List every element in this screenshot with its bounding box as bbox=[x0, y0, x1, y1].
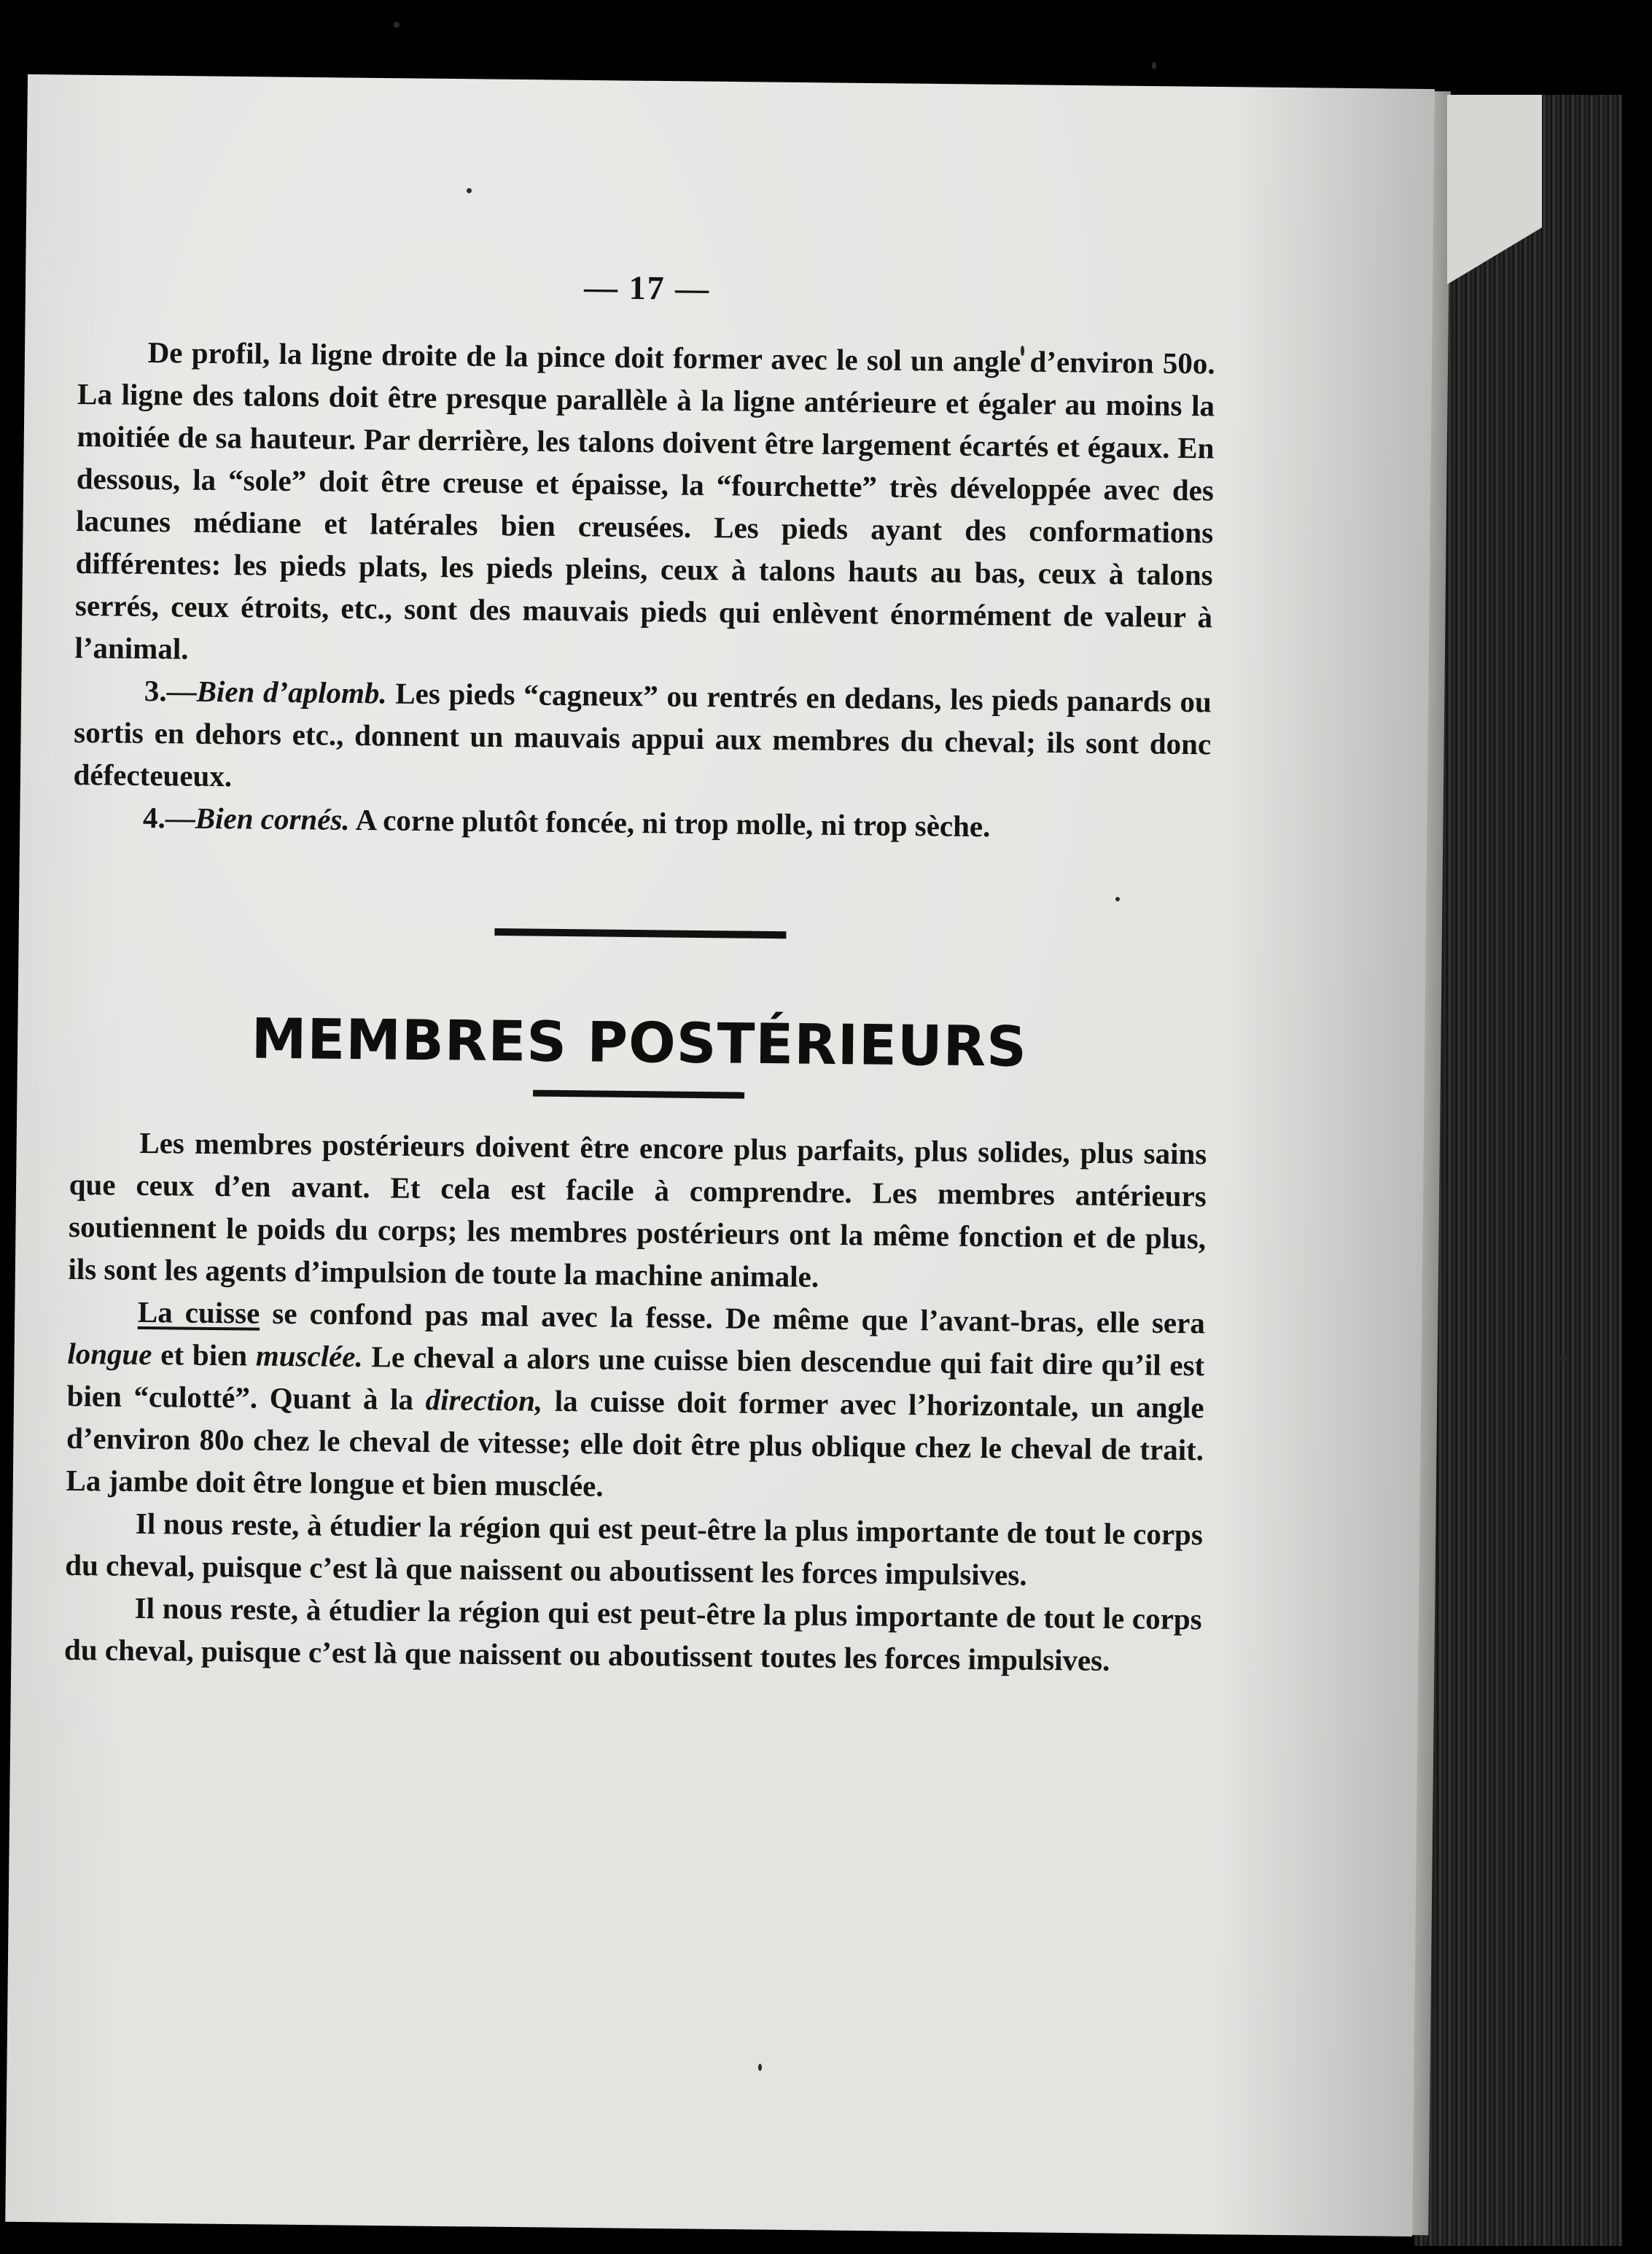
paragraph bbox=[68, 1121, 1207, 1302]
text-run: la cuisse doit former avec l’horizontale, un angle d’environ 80o chez le cheval de vitesse; elle doit être plus oblique chez le cheval de trait. La jambe doit être longue et bien musclée. bbox=[66, 1383, 1204, 1503]
paragraph bbox=[65, 1501, 1203, 1598]
section-heading: MEMBRES POSTÉRIEURS bbox=[251, 1006, 1028, 1079]
text-run: De profil, la ligne droite de la pince doit former avec le sol un angle d’environ 50o. La ligne des talons doit être presque parallèle à la ligne antérieure et égaler au moins la moitiée de sa hauteur. Par derrière, les talons doivent être largement écartés et égaux. En dessous, la “sole” doit être creuse et épaisse, la “fourchette” très développée avec des lacunes médiane et latérales bien creusées. Les pieds ayant des conformations différentes: les pieds plats, les pieds pleins, ceux à talons hauts au bas, ceux à talons serrés, ceux étroits, etc., sont des mauvais pieds qui enlèvent énormément de valeur à l’animal. bbox=[74, 335, 1215, 666]
text-run: longue bbox=[67, 1336, 152, 1372]
heading-underline bbox=[533, 1090, 744, 1099]
paragraph bbox=[66, 1290, 1205, 1513]
text-run: 4.— bbox=[142, 800, 196, 835]
paragraph bbox=[74, 330, 1215, 680]
paragraph bbox=[64, 1586, 1202, 1682]
text-run: La cuisse bbox=[137, 1294, 260, 1330]
text-block bbox=[64, 263, 1216, 1682]
text-run: se confond pas mal avec la fesse. De même que l’avant-bras, elle sera bbox=[260, 1296, 1206, 1340]
section-divider bbox=[494, 928, 786, 938]
paragraph bbox=[73, 669, 1212, 807]
text-run: A corne plutôt foncée, ni trop molle, ni trop sèche. bbox=[349, 802, 991, 844]
text-run: Les membres postérieurs doivent être encore plus parfaits, plus solides, plus sains que ceux d’en avant. Et cela est facile à comprendre. Les membres antérieurs soutiennent le poids du corps; les membres postérieurs ont la même fonction et de plus, ils sont les agents d’impulsion de toute la machine animale. bbox=[68, 1125, 1207, 1294]
text-run: Il nous reste, à étudier la région qui est peut-être la plus importante de tout le corps du cheval, puisque c’est là que naissent ou aboutissent toutes les forces impulsives. bbox=[63, 1590, 1202, 1677]
page-number: — 17 — bbox=[583, 268, 711, 308]
text-run: Bien cornés. bbox=[195, 801, 350, 836]
bottom-paragraphs bbox=[64, 1121, 1207, 1682]
text-run: Il nous reste, à étudier la région qui est peut-être la plus importante de tout le corps du cheval, puisque c’est là que naissent ou aboutissent les forces impulsives. bbox=[65, 1506, 1204, 1592]
text-run: 3.— bbox=[144, 673, 197, 708]
text-run: direction, bbox=[425, 1383, 543, 1418]
text-run: Bien d’aplomb. bbox=[196, 674, 387, 710]
text-run: musclée. bbox=[255, 1338, 364, 1374]
top-paragraphs bbox=[73, 330, 1215, 850]
text-run: Les pieds “cagneux” ou rentrés en dedans, les pieds panards ou sortis en dehors etc., donnent un mauvais appui aux membres du cheval; ils sont donc défecteueux. bbox=[73, 676, 1212, 793]
text-run: et bien bbox=[152, 1337, 257, 1372]
text-run: Le cheval a alors une cuisse bien descendue qui fait dire qu’il est bien “culotté”. Quant à la bbox=[66, 1340, 1205, 1417]
